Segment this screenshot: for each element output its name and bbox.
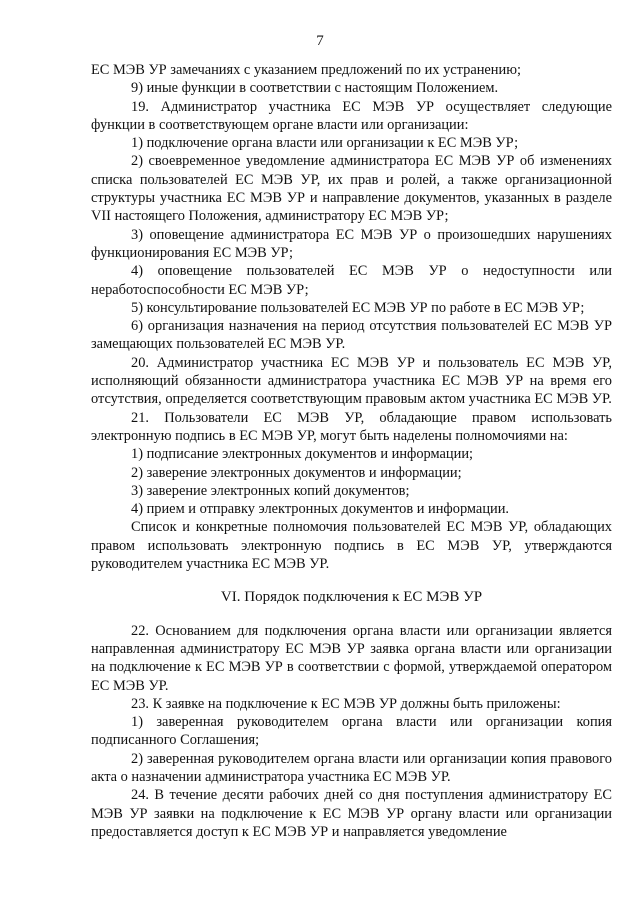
document-body (91, 61, 612, 841)
paragraph-23: 23. К заявке на подключение к ЕС МЭВ УР должны быть приложены: (131, 695, 561, 712)
list-item-19-3: 3) оповещение администратора ЕС МЭВ УР о произошедших нарушениях функционирования ЕС МЭВ УР; (91, 226, 612, 261)
list-item-19-4: 4) оповещение пользователей ЕС МЭВ УР о недоступности или неработоспособности ЕС МЭВ УР; (91, 263, 612, 298)
section-heading: VI. Порядок подключения к ЕС МЭВ УР (220, 589, 483, 606)
list-item-21-2: 2) заверение электронных документов и информации; (131, 464, 462, 481)
paragraph-24: 24. В течение десяти рабочих дней со дня поступления администратору ЕС МЭВ УР заявки на подключение к ЕС МЭВ УР органу власти или организации предоставляется доступ к ЕС МЭВ УР и направляется уведомление (91, 787, 612, 840)
list-item-9: 9) иные функции в соответствии с настоящим Положением. (131, 80, 499, 97)
list-item-19-1: 1) подключение органа власти или организации к ЕС МЭВ УР; (131, 135, 519, 152)
list-item-19-2: 2) своевременное уведомление администратора ЕС МЭВ УР об изменениях списка пользователей ЕС МЭВ УР, их прав и ролей, а также организационной структуры участника ЕС МЭВ УР и направление документов, указанных в разделе VII настоящего Положения, администратору ЕС МЭВ УР; (91, 153, 612, 225)
paragraph-list-powers: Список и конкретные полномочия пользователей ЕС МЭВ УР, обладающих правом использовать электронную подпись в ЕС МЭВ УР, утверждаются руководителем участника ЕС МЭВ УР. (91, 519, 612, 573)
page-number: 7 (316, 33, 324, 49)
list-item-23-1: 1) заверенная руководителем органа власти или организации копия подписанного Соглашения; (91, 714, 612, 749)
list-item-21-4: 4) прием и отправку электронных документов и информации. (131, 501, 510, 518)
paragraph-21: 21. Пользователи ЕС МЭВ УР, обладающие правом использовать электронную подпись в ЕС МЭВ УР, могут быть наделены полномочиями на: (91, 409, 612, 444)
list-item-21-3: 3) заверение электронных копий документов; (131, 482, 410, 499)
paragraph-19: 19. Администратор участника ЕС МЭВ УР осуществляет следующие функции в соответствующем органе власти или организации: (91, 98, 612, 133)
paragraph-20: 20. Администратор участника ЕС МЭВ УР и пользователь ЕС МЭВ УР, исполняющий обязанности администратора участника ЕС МЭВ УР на время его отсутствия, определяется соответствующим правовым актом участника ЕС МЭВ УР. (91, 354, 612, 408)
paragraph-continuation: ЕС МЭВ УР замечаниях с указанием предложений по их устранению; (91, 62, 521, 78)
list-item-23-2: 2) заверенная руководителем органа власти или организации копия правового акта о назначении администратора участника ЕС МЭВ УР. (91, 750, 612, 785)
list-item-21-1: 1) подписание электронных документов и информации; (131, 446, 474, 463)
list-item-19-5: 5) консультирование пользователей ЕС МЭВ УР по работе в ЕС МЭВ УР; (131, 299, 585, 316)
paragraph-22: 22. Основанием для подключения органа власти или организации является направленная администратору ЕС МЭВ УР заявка органа власти или организации на подключение к ЕС МЭВ УР в соответствии с формой, утверждаемой оператором ЕС МЭВ УР. (91, 622, 612, 694)
list-item-19-6: 6) организация назначения на период отсутствия пользователей ЕС МЭВ УР замещающих пользователей ЕС МЭВ УР. (91, 318, 612, 353)
